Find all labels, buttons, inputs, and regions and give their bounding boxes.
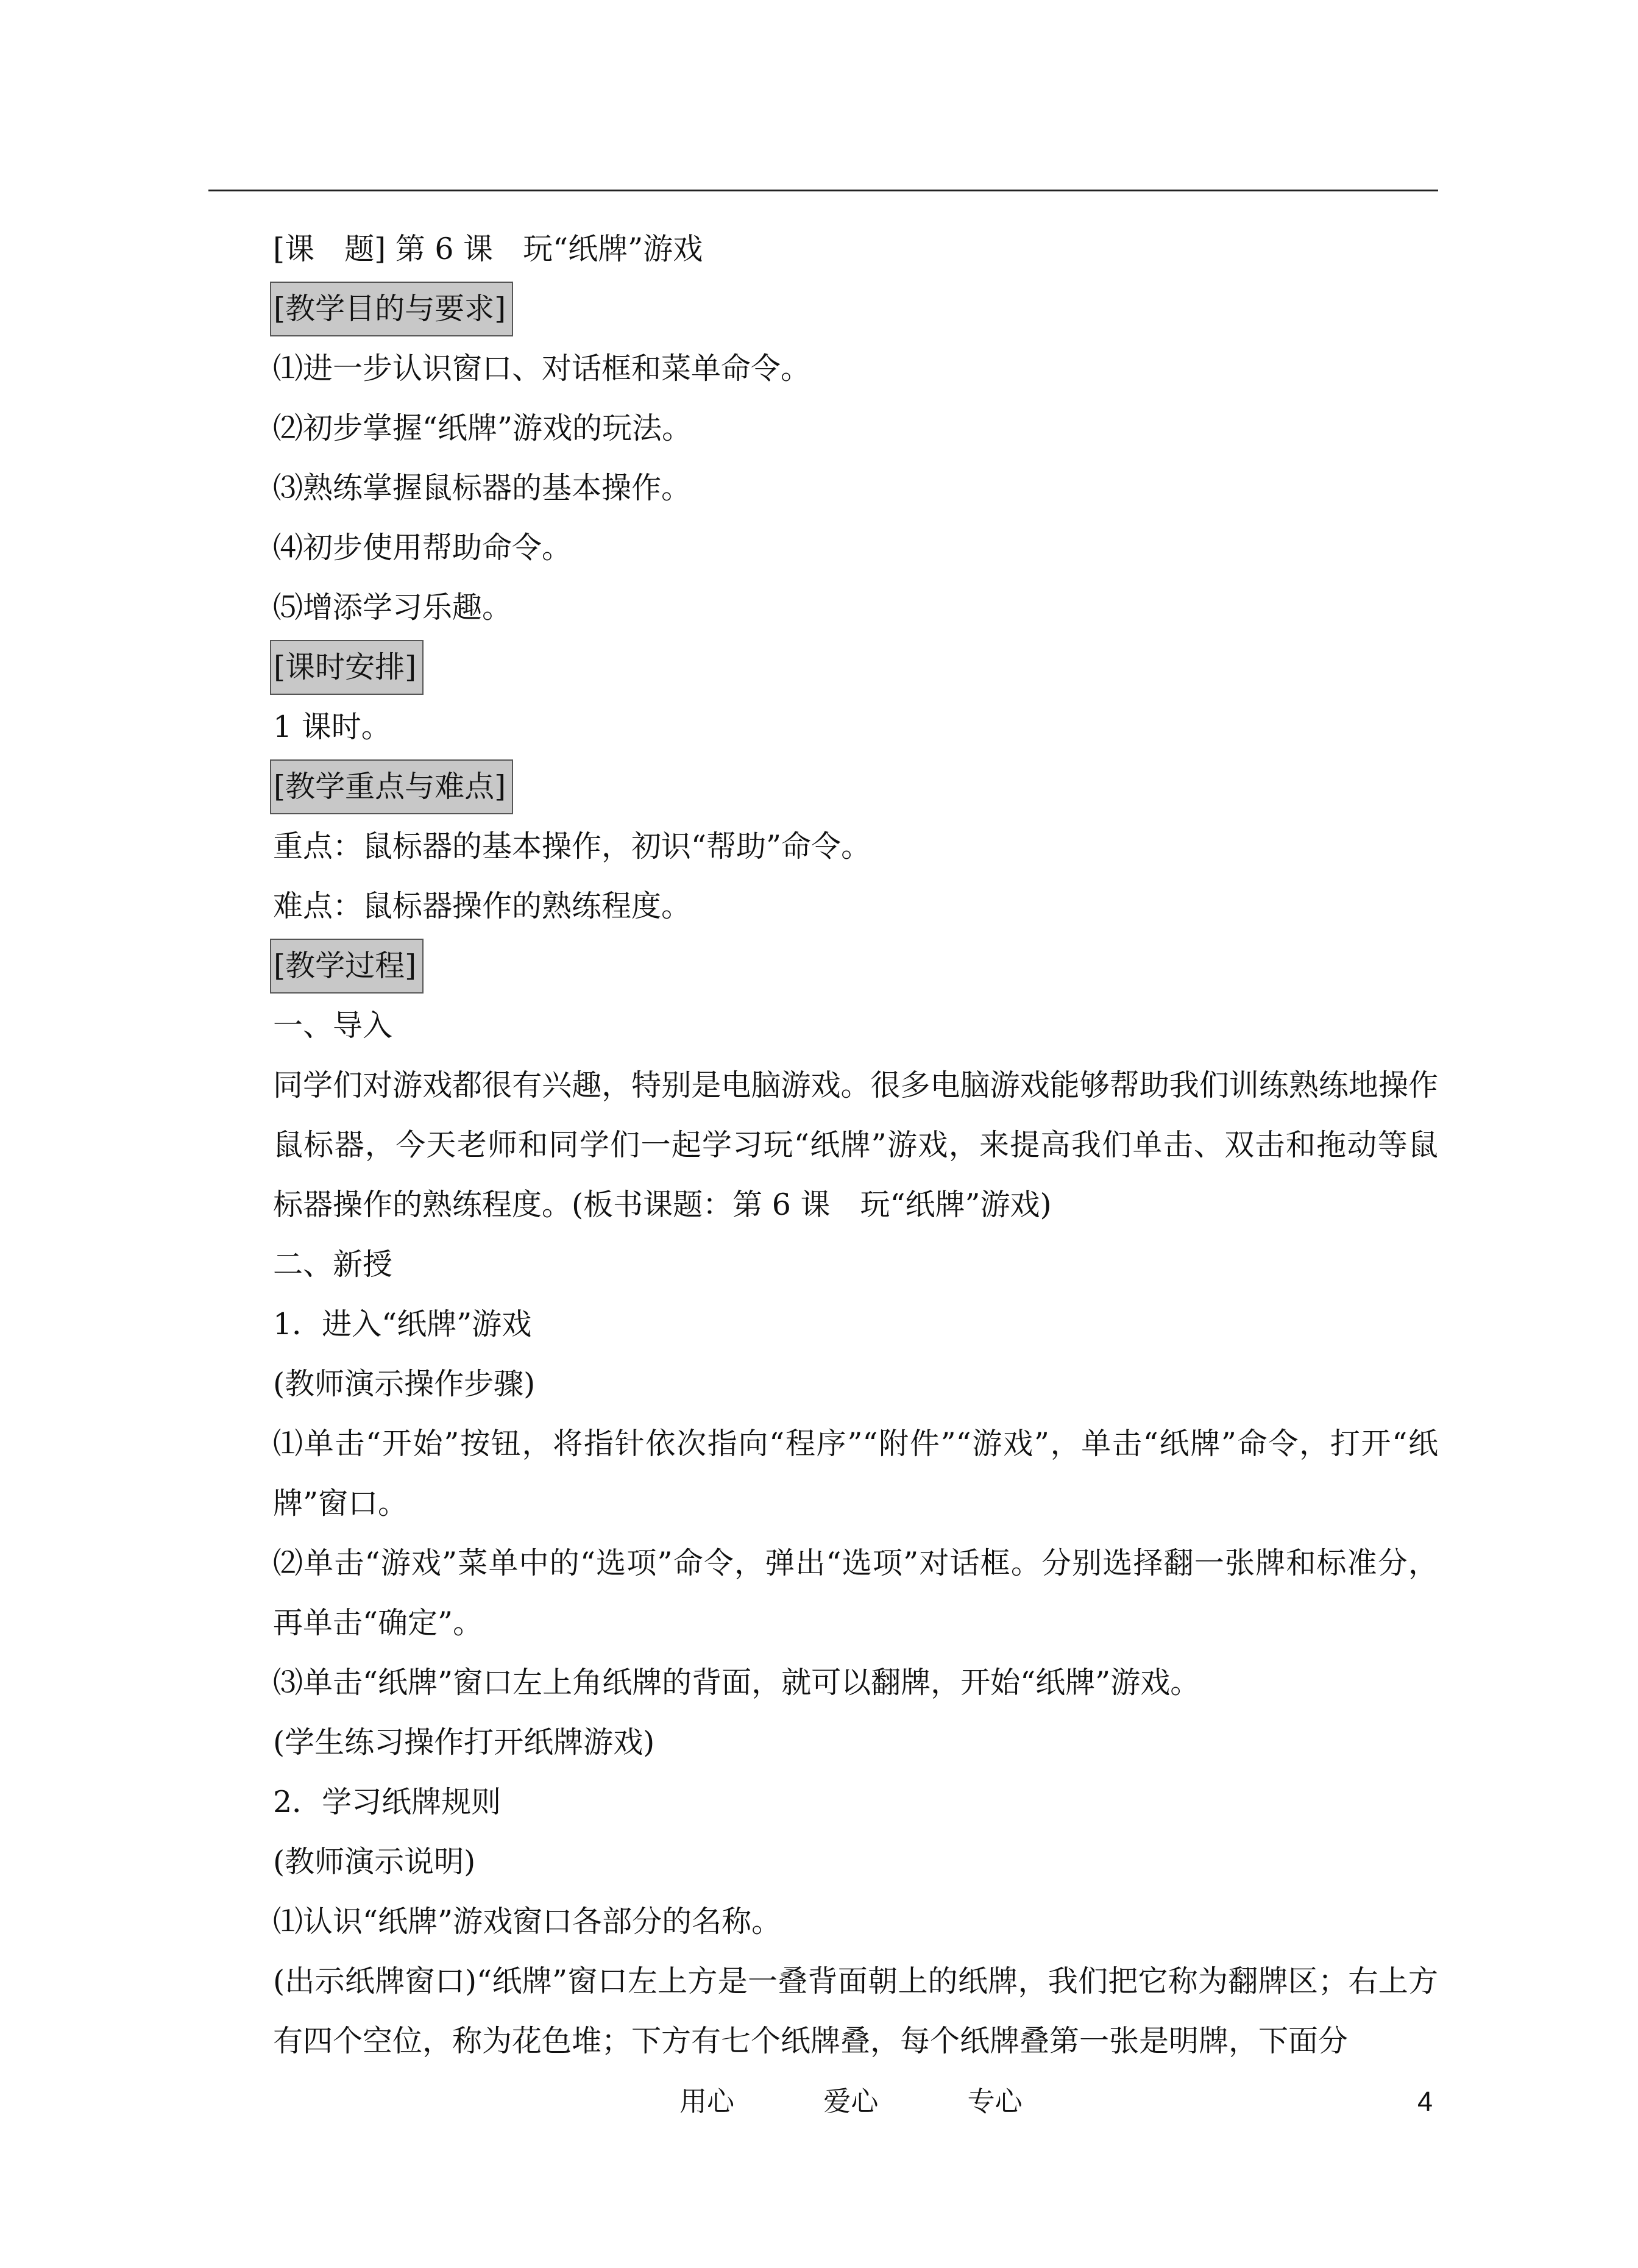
- objective-item: ⑷初步使用帮助命令。: [273, 530, 572, 565]
- schedule-text: 1 课时。: [273, 709, 391, 744]
- lesson-title: [课 题] 第 6 课 玩“纸牌”游戏: [273, 232, 703, 266]
- step2-paragraph: (出示纸牌窗口)“纸牌”窗口左上方是一叠背面朝上的纸牌，我们把它称为翻牌区；右上方有四个空位，称为花色堆；下方有七个纸牌叠，每个纸牌叠第一张是明牌，下面分: [273, 1964, 1438, 2058]
- step1-item: ⑴单击“开始”按钮，将指针依次指向“程序”“附件”“游戏”，单击“纸牌”命令，打开“纸牌”窗口。: [273, 1426, 1438, 1521]
- page-number: 4: [1417, 2086, 1433, 2117]
- objectives-heading-row: [213, 279, 1438, 339]
- step2-note: (教师演示说明): [273, 1844, 476, 1879]
- objective-item: ⑴进一步认识窗口、对话框和菜单命令。: [273, 351, 811, 386]
- schedule-heading: [课时安排]: [270, 640, 424, 695]
- process-heading-row: [213, 936, 1438, 996]
- step2-heading: 2．学习纸牌规则: [273, 1785, 502, 1819]
- key-point-text: 重点：鼠标器的基本操作，初识“帮助”命令。: [273, 829, 871, 864]
- step1-item: ⑵单击“游戏”菜单中的“选项”命令，弹出“选项”对话框。分别选择翻一张牌和标准分，再单击“确定”。: [273, 1546, 1438, 1640]
- process-heading: [教学过程]: [270, 939, 424, 994]
- intro-heading: 一、导入: [273, 1008, 393, 1043]
- objective-item: ⑶熟练掌握鼠标器的基本操作。: [273, 471, 692, 505]
- key-points-heading: [教学重点与难点]: [270, 759, 513, 814]
- footer-mottos: [679, 2083, 1103, 2120]
- objectives-heading: [教学目的与要求]: [270, 282, 513, 336]
- difficulty-text: 难点：鼠标器操作的熟练程度。: [273, 889, 692, 923]
- objective-item: ⑵初步掌握“纸牌”游戏的玩法。: [273, 411, 692, 446]
- schedule-heading-row: [213, 638, 1438, 697]
- step1-heading: 1．进入“纸牌”游戏: [273, 1307, 532, 1342]
- header-rule: [208, 190, 1438, 191]
- footer-motto: 用心: [679, 2085, 735, 2117]
- footer-motto: 爱心: [823, 2085, 879, 2117]
- document-body: [213, 219, 1438, 2071]
- step1-item: ⑶单击“纸牌”窗口左上角纸牌的背面，就可以翻牌，开始“纸牌”游戏。: [273, 1665, 1200, 1700]
- key-points-heading-row: [213, 757, 1438, 817]
- step2-item: ⑴认识“纸牌”游戏窗口各部分的名称。: [273, 1904, 782, 1939]
- objective-item: ⑸增添学习乐趣。: [273, 590, 512, 625]
- intro-paragraph: 同学们对游戏都很有兴趣，特别是电脑游戏。很多电脑游戏能够帮助我们训练熟练地操作鼠标器，今天老师和同学们一起学习玩“纸牌”游戏，来提高我们单击、双击和拖动等鼠标器操作的熟练程度。(板书课题：第 6 课 玩“纸牌”游戏): [273, 1068, 1438, 1222]
- new-lesson-heading: 二、新授: [273, 1247, 393, 1282]
- footer-motto: 专心: [967, 2085, 1023, 2117]
- step1-note: (教师演示操作步骤): [273, 1367, 536, 1401]
- step1-practice-note: (学生练习操作打开纸牌游戏): [273, 1725, 655, 1760]
